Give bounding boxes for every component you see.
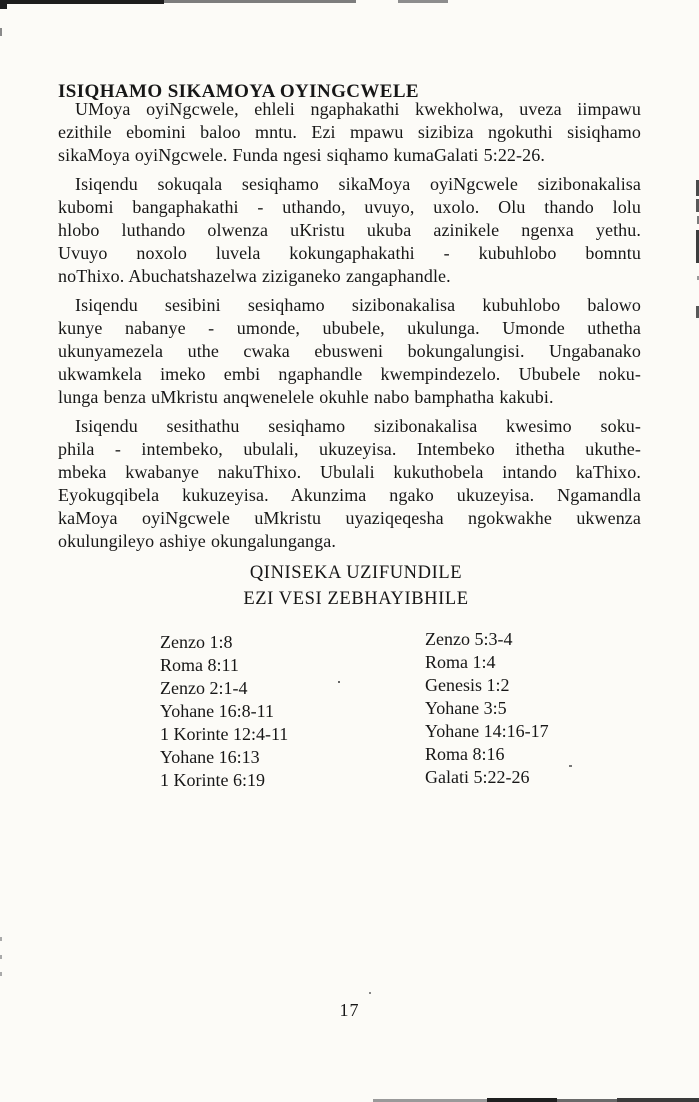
verse-reference: Yohane 16:8-11 — [160, 701, 275, 721]
text-line: mbeka kwabanye nakuThixo. Ubulali kukuthobela intando kaThixo. — [58, 462, 641, 482]
scan-artifact-top-bar — [0, 0, 164, 4]
text-line: okulungileyo ashiye okungalunganga. — [58, 531, 336, 551]
scan-artifact-top-corner — [0, 0, 7, 9]
section-heading — [58, 560, 654, 612]
text-line: phila - intembeko, ubulali, ukuzeyisa. Intembeko ithetha ukuthe- — [58, 439, 641, 459]
verse-reference: Genesis 1:2 — [425, 675, 510, 695]
verse-column-left — [160, 631, 288, 792]
verse-reference: Zenzo 2:1-4 — [160, 678, 248, 698]
verse-column-right — [425, 628, 549, 789]
paragraph — [58, 173, 641, 288]
scan-artifact-top-bar — [164, 0, 356, 3]
verse-reference: Galati 5:22-26 — [425, 767, 530, 787]
text-line: kaMoya oyiNgcwele uMkristu uyaziqeqesha ngokwakhe ukwenza — [58, 508, 641, 528]
text-line: kunye nabanye - umonde, ububele, ukulunga. Umonde uthetha — [58, 318, 641, 338]
text-line: Uvuyo noxolo luvela kokungaphakathi - kubuhlobo bomntu — [58, 243, 641, 263]
text-line: sikaMoya oyiNgcwele. Funda ngesi siqhamo kumaGalati 5:22-26. — [58, 145, 545, 165]
text-line: ukwamkela imeko embi ngaphandle kwempindezelo. Ububele noku- — [58, 364, 641, 384]
scan-artifact-bottom-bar — [617, 1098, 699, 1102]
text-line: ukunyamezela uthe cwaka ebusweni bokungalungisi. Ungabanako — [58, 341, 641, 361]
scan-artifact-left-edge — [0, 937, 2, 941]
scan-artifact-top-bar — [398, 0, 448, 3]
text-line: ezithile ebomini baloo mntu. Ezi mpawu sizibiza ngokuthi sisiqhamo — [58, 122, 641, 142]
scan-artifact-left-edge — [0, 28, 2, 36]
page-title: ISIQHAMO SIKAMOYA OYINGCWELE — [58, 80, 420, 102]
body-text — [58, 98, 641, 553]
scan-artifact-bottom-bar — [487, 1098, 557, 1102]
section-heading-line1: QINISEKA UZIFUNDILE — [249, 563, 463, 583]
section-heading-line2: EZI VESI ZEBHAYIBHILE — [243, 589, 469, 609]
text-line: noThixo. Abuchatshazelwa ziziganeko zangaphandle. — [58, 266, 451, 286]
paragraph — [58, 415, 641, 553]
verse-reference: Roma 1:4 — [425, 652, 496, 672]
verse-reference: Roma 8:16 — [425, 744, 505, 764]
paragraph — [58, 98, 641, 167]
verse-reference: Zenzo 5:3-4 — [425, 629, 513, 649]
text-line: hlobo luthando olwenza uKristu ukuba azinikele ngenxa yethu. — [58, 220, 641, 240]
text-line: kubomi bangaphakathi - uthando, uvuyo, uxolo. Olu thando lolu — [58, 197, 641, 217]
verse-reference: Zenzo 1:8 — [160, 632, 233, 652]
verse-reference: 1 Korinte 12:4-11 — [160, 724, 289, 744]
paper-speck — [369, 992, 371, 994]
verse-reference: Yohane 16:13 — [160, 747, 260, 767]
paragraph — [58, 294, 641, 409]
text-line: lunga benza uMkristu anqwenelele okuhle nabo bamphatha kakubi. — [58, 387, 554, 407]
verse-list — [0, 631, 699, 801]
verse-reference: 1 Korinte 6:19 — [160, 770, 265, 790]
page-number: 17 — [339, 1000, 360, 1020]
text-line: Eyokugqibela kukuzeyisa. Akunzima ngako ukuzeyisa. Ngamandla — [58, 485, 641, 505]
text-line: Isiqendu sokuqala sesiqhamo sikaMoya oyiNgcwele sizibonakalisa — [75, 174, 641, 194]
scan-artifact-left-edge — [0, 972, 2, 976]
verse-reference: Yohane 14:16-17 — [425, 721, 549, 741]
scan-artifact-left-edge — [0, 955, 2, 959]
text-line: Isiqendu sesithathu sesiqhamo sizibonakalisa kwesimo soku- — [75, 416, 641, 436]
text-line: UMoya oyiNgcwele, ehleli ngaphakathi kwekholwa, uveza iimpawu — [75, 99, 641, 119]
verse-reference: Roma 8:11 — [160, 655, 239, 675]
text-line: Isiqendu sesibini sesiqhamo sizibonakalisa kubuhlobo balowo — [75, 295, 641, 315]
verse-reference: Yohane 3:5 — [425, 698, 507, 718]
